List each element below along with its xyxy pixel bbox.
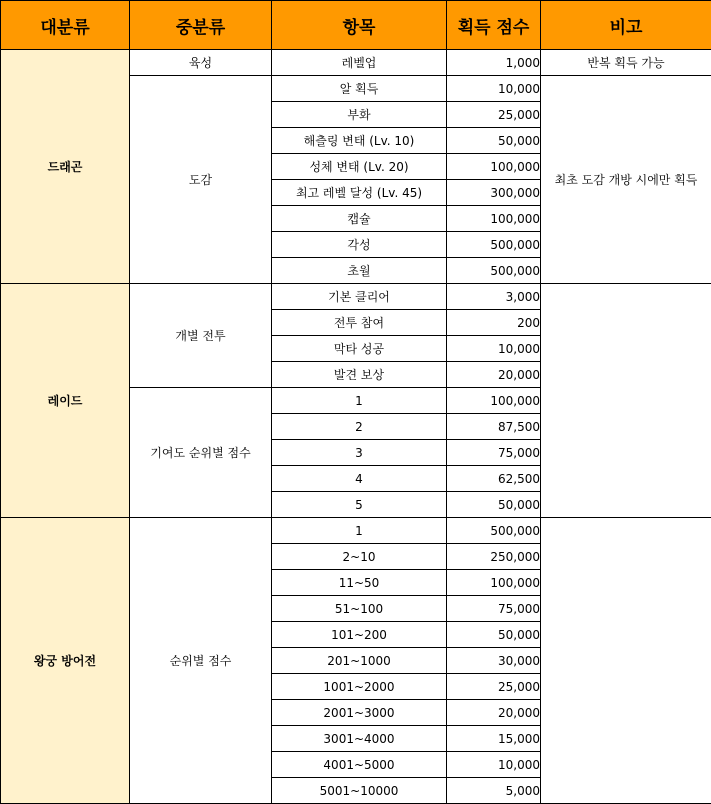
score-cell: 100,000 <box>447 206 541 232</box>
score-cell: 75,000 <box>447 596 541 622</box>
score-cell: 50,000 <box>447 622 541 648</box>
score-cell: 100,000 <box>447 154 541 180</box>
item-cell: 11~50 <box>272 570 447 596</box>
item-cell: 3 <box>272 440 447 466</box>
score-cell: 25,000 <box>447 102 541 128</box>
item-cell: 레벨업 <box>272 50 447 76</box>
category-palace-defense: 왕궁 방어전 <box>1 518 130 804</box>
header-note: 비고 <box>541 1 711 50</box>
item-cell: 각성 <box>272 232 447 258</box>
item-cell: 2 <box>272 414 447 440</box>
item-cell: 캡슐 <box>272 206 447 232</box>
score-cell: 75,000 <box>447 440 541 466</box>
score-cell: 5,000 <box>447 778 541 804</box>
score-cell: 15,000 <box>447 726 541 752</box>
item-cell: 성체 변태 (Lv. 20) <box>272 154 447 180</box>
item-cell: 1001~2000 <box>272 674 447 700</box>
note-growth: 반복 획득 가능 <box>541 50 711 76</box>
score-cell: 100,000 <box>447 388 541 414</box>
item-cell: 2001~3000 <box>272 700 447 726</box>
item-cell: 2~10 <box>272 544 447 570</box>
category-raid: 레이드 <box>1 284 130 518</box>
note-codex: 최초 도감 개방 시에만 획득 <box>541 76 711 284</box>
score-cell: 25,000 <box>447 674 541 700</box>
subcategory-individual-battle: 개별 전투 <box>130 284 272 388</box>
item-cell: 4001~5000 <box>272 752 447 778</box>
score-cell: 500,000 <box>447 232 541 258</box>
item-cell: 초월 <box>272 258 447 284</box>
item-cell: 알 획득 <box>272 76 447 102</box>
score-cell: 30,000 <box>447 648 541 674</box>
score-cell: 3,000 <box>447 284 541 310</box>
header-item: 항목 <box>272 1 447 50</box>
score-cell: 500,000 <box>447 518 541 544</box>
item-cell: 1 <box>272 388 447 414</box>
header-category: 대분류 <box>1 1 130 50</box>
score-cell: 50,000 <box>447 128 541 154</box>
item-cell: 51~100 <box>272 596 447 622</box>
table-row <box>1 518 711 544</box>
header-subcategory: 중분류 <box>130 1 272 50</box>
item-cell: 기본 클리어 <box>272 284 447 310</box>
score-cell: 50,000 <box>447 492 541 518</box>
score-cell: 20,000 <box>447 700 541 726</box>
score-cell: 62,500 <box>447 466 541 492</box>
item-cell: 101~200 <box>272 622 447 648</box>
item-cell: 5001~10000 <box>272 778 447 804</box>
item-cell: 1 <box>272 518 447 544</box>
score-cell: 300,000 <box>447 180 541 206</box>
item-cell: 막타 성공 <box>272 336 447 362</box>
item-cell: 해츨링 변태 (Lv. 10) <box>272 128 447 154</box>
score-cell: 250,000 <box>447 544 541 570</box>
item-cell: 4 <box>272 466 447 492</box>
note-raid <box>541 284 711 518</box>
score-cell: 10,000 <box>447 752 541 778</box>
subcategory-contribution-rank: 기여도 순위별 점수 <box>130 388 272 518</box>
score-cell: 200 <box>447 310 541 336</box>
score-cell: 500,000 <box>447 258 541 284</box>
item-cell: 5 <box>272 492 447 518</box>
score-cell: 10,000 <box>447 336 541 362</box>
item-cell: 전투 참여 <box>272 310 447 336</box>
table-row <box>1 284 711 310</box>
item-cell: 3001~4000 <box>272 726 447 752</box>
note-defense <box>541 518 711 804</box>
header-score: 획득 점수 <box>447 1 541 50</box>
table-row <box>1 50 711 76</box>
item-cell: 201~1000 <box>272 648 447 674</box>
header-row <box>1 1 711 50</box>
score-cell: 1,000 <box>447 50 541 76</box>
item-cell: 최고 레벨 달성 (Lv. 45) <box>272 180 447 206</box>
item-cell: 부화 <box>272 102 447 128</box>
score-cell: 100,000 <box>447 570 541 596</box>
score-cell: 87,500 <box>447 414 541 440</box>
score-cell: 20,000 <box>447 362 541 388</box>
subcategory-growth: 육성 <box>130 50 272 76</box>
score-cell: 10,000 <box>447 76 541 102</box>
category-dragon: 드래곤 <box>1 50 130 284</box>
item-cell: 발견 보상 <box>272 362 447 388</box>
subcategory-codex: 도감 <box>130 76 272 284</box>
subcategory-ranking: 순위별 점수 <box>130 518 272 804</box>
